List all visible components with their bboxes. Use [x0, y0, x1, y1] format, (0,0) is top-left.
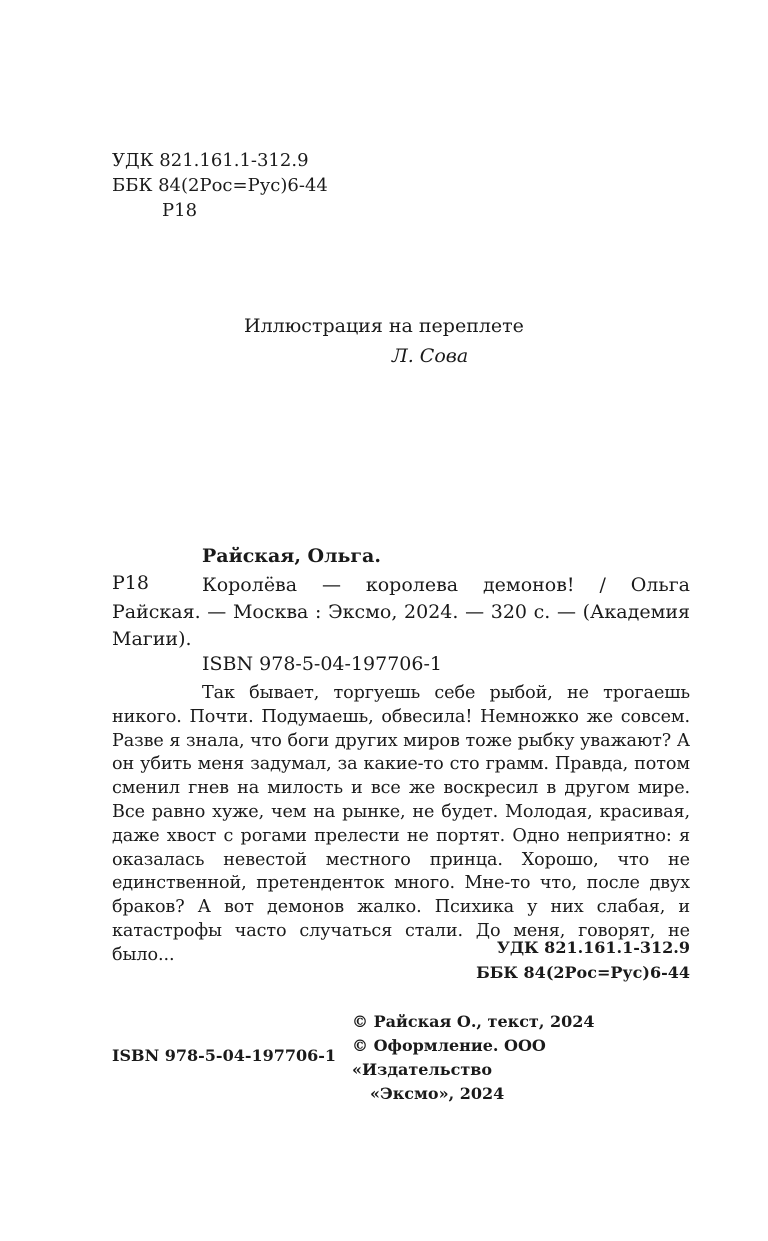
biblio-sign: Р18 — [112, 572, 149, 594]
copyright-block — [352, 1010, 690, 1106]
bottom-bbk: ББК 84(2Рос=Рус)6-44 — [476, 963, 690, 982]
isbn-bottom: ISBN 978-5-04-197706-1 — [112, 1046, 337, 1065]
bottom-udk: УДК 821.161.1-312.9 — [496, 938, 690, 957]
copyright-design-1: © Оформление. ООО «Издательство — [352, 1036, 546, 1079]
illustration-label: Иллюстрация на переплете — [244, 315, 524, 337]
classification-block — [112, 148, 328, 223]
illustration-credit — [0, 311, 768, 371]
udk-code: УДК 821.161.1-312.9 — [112, 150, 309, 171]
illustration-artist: Л. Сова — [391, 345, 469, 367]
biblio-isbn: ISBN 978-5-04-197706-1 — [202, 653, 442, 675]
annotation: Так бывает, торгуешь себе рыбой, не трогаешь никого. Почти. Подумаешь, обвесила! Немножко же совсем. Разве я знала, что боги других миров тоже рыбку уважают? А он убить меня задумал, за какие-то сто грамм. Правда, потом сменил гнев на милость и все же воскресил в другом мире. Все равно хуже, чем на рынке, не будет. Молодая, красивая, даже хвост с рогами прелести не портят. Одно неприятно: я оказалась невестой местного принца. Хорошо, что не единственной, претенденток много. Мне-то что, после двух браков? А вот демонов жалко. Психика у них слабая, и катастрофы часто случаться стали. До меня, говорят, не было... — [112, 683, 690, 965]
copyright-design-2: «Эксмо», 2024 — [370, 1084, 505, 1103]
biblio-author: Райская, Ольга. — [202, 545, 381, 567]
bbk-code: ББК 84(2Рос=Рус)6-44 — [112, 175, 328, 196]
bottom-classification — [468, 935, 690, 985]
biblio-description: Королёва — королева демонов! / Ольга Райская. — Москва : Эксмо, 2024. — 320 с. — (Академия Магии). — [112, 574, 690, 650]
copyright-text: © Райская О., текст, 2024 — [352, 1012, 595, 1031]
author-sign: Р18 — [162, 200, 198, 221]
